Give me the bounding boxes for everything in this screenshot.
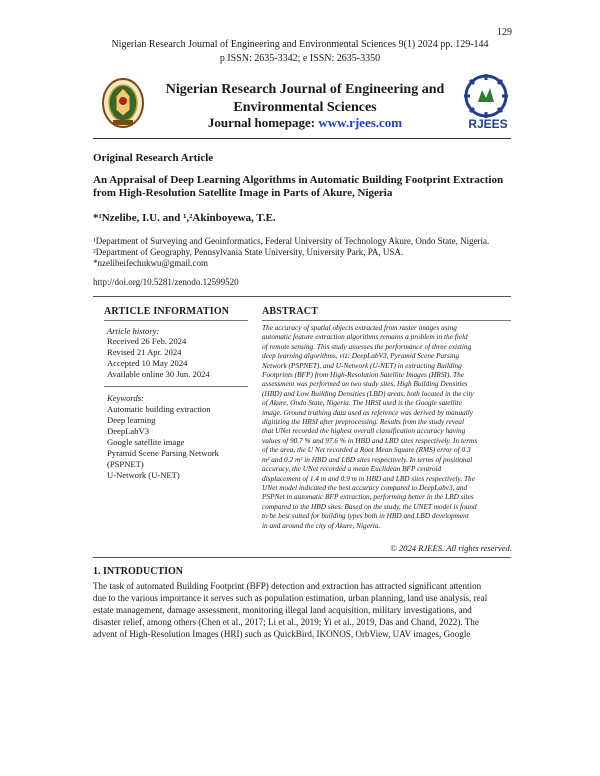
keywords-rule xyxy=(104,386,248,387)
rjees-logo-text: RJEES xyxy=(468,117,508,131)
keyword-item: DeepLabV3 xyxy=(107,426,149,436)
keyword-item: Pyramid Scene Parsing Network xyxy=(107,448,219,458)
history-online: Available online 30 Jun. 2024 xyxy=(107,369,210,379)
article-info-rule xyxy=(104,320,248,321)
abstract-line: PSPNet in automatic BFP extraction, performing better in the LBD sites xyxy=(262,492,474,502)
intro-line: estate management, damage assessment, monitoring illegal land acquisition, military investigations, and xyxy=(93,605,472,615)
intro-line: advent of High-Resolution Images (HRI) such as QuickBird, IKONOS, OrbView, UAV images, Google xyxy=(93,629,471,639)
introduction-heading: 1. INTRODUCTION xyxy=(93,566,184,577)
homepage-label: Journal homepage: xyxy=(207,115,319,130)
abstract-rule xyxy=(262,320,511,321)
journal-citation: Nigerian Research Journal of Engineering and Environmental Sciences 9(1) 2024 pp. 129-144 xyxy=(111,39,489,50)
abstract-line: image. Ground truthing data used as reference was derived by manually xyxy=(262,407,473,417)
intro-line: The task of automated Building Footprint (BFP) detection and extraction has attracted significant attention xyxy=(93,581,482,591)
abstract-line: Footprints (BFP) from High-Resolution Satellite Images (HRSI). The xyxy=(262,370,464,380)
affiliation-2: ²Department of Geography, Pennsylvania State University, University Park, PA, USA. xyxy=(93,247,404,257)
abstract-line: Network (PSPNET), and U-Network (U-NET) in extracting Building xyxy=(262,360,462,370)
article-type: Original Research Article xyxy=(93,152,214,164)
doi-link[interactable]: http://doi.org/10.5281/zenodo.12599520 xyxy=(93,277,239,287)
corresponding-email[interactable]: *nzelibeifechukwu@gmail.com xyxy=(93,258,209,268)
abstract-line: of remote sensing. This study assesses the performance of three existing xyxy=(262,341,472,351)
abstract-line: accuracy, the UNet recorded a mean Euclidean BFP centroid xyxy=(262,464,442,474)
copyright: © 2024 RJEES. All rights reserved. xyxy=(390,543,512,553)
banner-title-line2: Environmental Sciences xyxy=(233,100,377,115)
abstract-line: UNet model indicated the best accuracy compared to DeepLabv3, and xyxy=(262,482,468,492)
banner-title-line1: Nigerian Research Journal of Engineering and xyxy=(165,82,445,97)
abstract-line: compared to the HBD sites. Based on the study, the UNET model is found xyxy=(262,501,477,511)
homepage-link[interactable]: www.rjees.com xyxy=(318,115,403,130)
university-crest-icon xyxy=(98,76,148,130)
abstract-line: deep learning algorithms, viz: DeepLabV3, Pyramid Scene Parsing xyxy=(262,351,460,361)
journal-homepage xyxy=(150,115,460,131)
abstract-line: that UNet recorded the highest overall classification accuracy having xyxy=(262,426,466,436)
abstract-line: assessment was performed on two study sites, High Building Densities xyxy=(262,379,468,389)
keyword-item: Deep learning xyxy=(107,415,156,425)
keyword-item: Automatic building extraction xyxy=(107,404,211,414)
abstract-line: to be best suited for building types both in HBD and LBD development xyxy=(262,511,469,521)
keyword-item: U-Network (U-NET) xyxy=(107,470,180,480)
abstract-line: of the area, the U Net recorded a Root Mean Square (RMS) error of 0.3 xyxy=(262,445,471,455)
abstract-line: values of 90.7 % and 97.6 % in HBD and LBD sites respectively. In terms xyxy=(262,435,478,445)
history-revised: Revised 21 Apr. 2024 xyxy=(107,347,182,357)
abstract-line: digitizing the HRSI after preprocessing. Results from the study reveal xyxy=(262,417,464,427)
banner-rule xyxy=(93,138,511,139)
keyword-item: Google satellite image xyxy=(107,437,185,447)
abstract-line: in and around the city of Akure, Nigeria. xyxy=(262,520,381,530)
abstract-line: displacement of 1.4 m and 0.9 m in HBD and LBD sites respectively. The xyxy=(262,473,475,483)
page-number: 129 xyxy=(497,27,512,38)
history-received: Received 26 Feb. 2024 xyxy=(107,336,187,346)
issn-line: p ISSN: 2635-3342; e ISSN: 2635-3350 xyxy=(219,53,381,64)
affiliation-1: ¹Department of Surveying and Geoinformatics, Federal University of Technology Akure, Ondo State, Nigeria. xyxy=(93,236,490,246)
top-rule xyxy=(93,296,511,297)
abstract-line: of Akure, Ondo State, Nigeria. The HRSI used is the Google satellite xyxy=(262,398,462,408)
keywords-label: Keywords: xyxy=(107,393,144,403)
history-label: Article history: xyxy=(107,326,160,336)
article-info-heading: ARTICLE INFORMATION xyxy=(104,306,230,317)
abstract-body xyxy=(262,323,510,530)
abstract-line: The accuracy of spatial objects extracted from raster images using xyxy=(262,323,457,332)
abstract-heading: ABSTRACT xyxy=(262,306,319,317)
abstract-line: m² and 0.2 m² in HBD and LBD sites respectively. In terms of positional xyxy=(262,454,473,464)
article-title: An Appraisal of Deep Learning Algorithms in Automatic Building Footprint Extraction from High-Resolution Satellite Image in Parts of Akure, Nigeria xyxy=(93,174,504,199)
intro-line: due to the various importance it serves such as population estimation, urban planning, land use analysis, real xyxy=(93,593,488,603)
intro-line: disaster relief, among others (Chen et al., 2017; Li et al., 2019; Yi et al., 2019, Das and Chand, 2022). The xyxy=(93,617,479,627)
abstract-line: automatic feature extraction algorithms remains a problem in the field xyxy=(262,332,468,342)
authors: *¹Nzelibe, I.U. and ¹,²Akinboyewa, T.E. xyxy=(93,212,276,224)
keyword-item: (PSPNET) xyxy=(107,459,144,469)
history-accepted: Accepted 10 May 2024 xyxy=(107,358,188,368)
introduction-body xyxy=(93,580,509,640)
abstract-line: (HBD) and Low Building Densities (LBD) areas, both located in the city xyxy=(262,388,474,398)
bottom-rule xyxy=(93,557,511,558)
